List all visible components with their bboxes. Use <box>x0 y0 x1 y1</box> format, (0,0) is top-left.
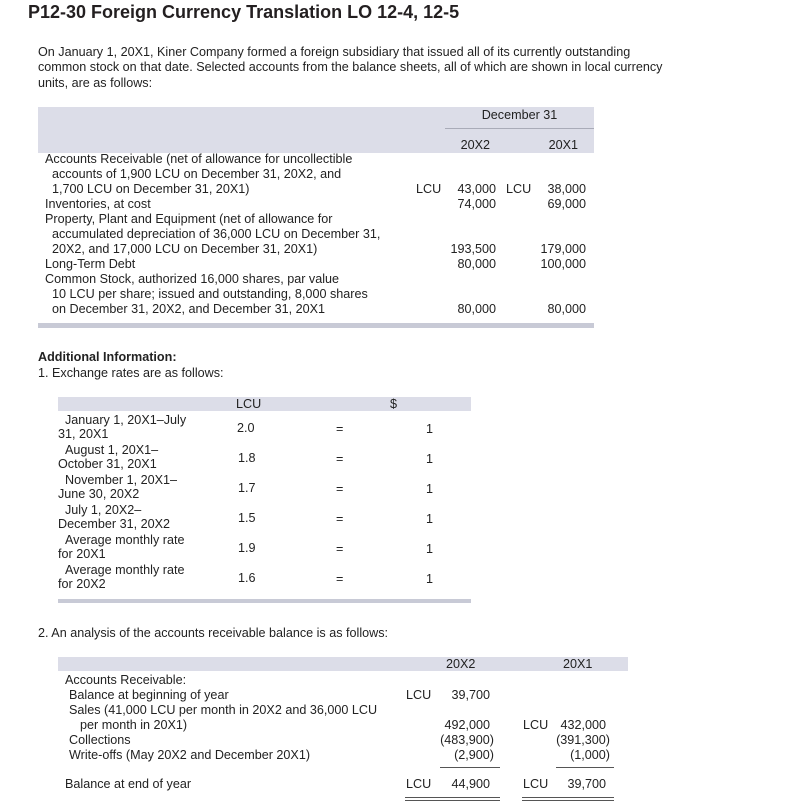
col-header-20x2: 20X2 <box>460 138 490 152</box>
row-label-line: Property, Plant and Equipment (net of allowance for <box>45 212 333 226</box>
rate-period-line: January 1, 20X1–July <box>65 413 187 427</box>
rate-equals: = <box>336 452 344 466</box>
rate-period-line: June 30, 20X2 <box>58 487 140 501</box>
rate-equals: = <box>336 542 344 556</box>
ar-col-header-20x2: 20X2 <box>446 657 476 671</box>
rate-equals: = <box>336 422 344 436</box>
rate-equals: = <box>336 572 344 586</box>
rate-lcu-value: 1.5 <box>238 511 256 525</box>
row-label-line: Common Stock, authorized 16,000 shares, par value <box>45 272 340 286</box>
ar-row-label: Sales (41,000 LCU per month in 20X2 and 36,000 LCU <box>69 703 378 717</box>
rate-col-usd: $ <box>390 397 398 411</box>
ar-value-20x2: 492,000 <box>444 718 490 732</box>
subtotal-rule <box>556 767 614 768</box>
currency-label: LCU <box>406 688 432 702</box>
additional-info-heading: Additional Information: <box>38 350 177 364</box>
header-rule <box>445 128 594 129</box>
value-20x1: 179,000 <box>540 242 586 256</box>
rate-usd-value: 1 <box>426 452 434 466</box>
currency-label: LCU <box>416 182 442 196</box>
value-20x2: 80,000 <box>457 302 496 316</box>
ar-row-label: Balance at beginning of year <box>69 688 229 702</box>
ar-col-header-20x1: 20X1 <box>563 657 593 671</box>
rate-period-line: November 1, 20X1– <box>65 473 178 487</box>
row-label-line: Inventories, at cost <box>45 197 151 211</box>
ar-row-label: Write-offs (May 20X2 and December 20X1) <box>69 748 311 762</box>
value-20x2: 80,000 <box>457 257 496 271</box>
page-title: P12-30 Foreign Currency Translation LO 12-4, 12-5 <box>28 2 460 22</box>
additional-item-2: 2. An analysis of the accounts receivable balance is as follows: <box>38 626 389 640</box>
total-double-rule <box>522 797 614 801</box>
ar-heading: Accounts Receivable: <box>65 673 187 687</box>
table-bottom-rule <box>38 323 594 328</box>
currency-label: LCU <box>406 777 432 791</box>
rate-lcu-value: 1.9 <box>238 541 256 555</box>
value-20x1: 80,000 <box>547 302 586 316</box>
rate-usd-value: 1 <box>426 512 434 526</box>
total-double-rule <box>405 797 500 801</box>
ar-row-label: Collections <box>69 733 131 747</box>
ar-value-20x1: 432,000 <box>560 718 606 732</box>
receivables-header-band <box>58 657 628 671</box>
subtotal-rule <box>440 767 500 768</box>
rate-lcu-value: 1.8 <box>238 451 256 465</box>
ar-value-20x1: 39,700 <box>567 777 606 791</box>
intro-paragraph: On January 1, 20X1, Kiner Company formed a foreign subsidiary that issued all of its currently outstanding common stock on that date. Selected accounts from the balance sheets, all of which are shown in local currency units, are as follows: <box>38 45 663 90</box>
rate-period-line: December 31, 20X2 <box>58 517 171 531</box>
value-20x1: 100,000 <box>540 257 586 271</box>
row-label-line: Long-Term Debt <box>45 257 136 271</box>
value-20x1: 69,000 <box>547 197 586 211</box>
rate-usd-value: 1 <box>426 482 434 496</box>
rate-period-line: Average monthly rate <box>65 533 185 547</box>
ar-value-20x2: (483,900) <box>440 733 494 747</box>
ar-value-20x1: (1,000) <box>570 748 610 762</box>
rate-usd-value: 1 <box>426 422 434 436</box>
value-20x2: 43,000 <box>457 182 496 196</box>
value-20x1: 38,000 <box>547 182 586 196</box>
currency-label: LCU <box>523 777 549 791</box>
value-20x2: 193,500 <box>450 242 496 256</box>
rate-period-line: July 1, 20X2– <box>65 503 142 517</box>
rate-period-line: for 20X1 <box>58 547 106 561</box>
rate-period-line: October 31, 20X1 <box>58 457 157 471</box>
currency-label: LCU <box>506 182 532 196</box>
rate-lcu-value: 1.7 <box>238 481 256 495</box>
rate-lcu-value: 2.0 <box>237 421 255 435</box>
rate-header-band <box>58 397 471 411</box>
rate-usd-value: 1 <box>426 572 434 586</box>
col-header-20x1: 20X1 <box>548 138 578 152</box>
row-label-line: 1,700 LCU on December 31, 20X1) <box>52 182 250 196</box>
row-label-line: on December 31, 20X2, and December 31, 20X1 <box>52 302 326 316</box>
rate-period-line: 31, 20X1 <box>58 427 109 441</box>
rate-period-line: August 1, 20X1– <box>65 443 159 457</box>
rate-period-line: Average monthly rate <box>65 563 185 577</box>
rate-lcu-value: 1.6 <box>238 571 256 585</box>
value-20x2: 74,000 <box>457 197 496 211</box>
ar-row-label: per month in 20X1) <box>80 718 188 732</box>
row-label-line: accounts of 1,900 LCU on December 31, 20X2, and <box>52 167 342 181</box>
row-label-line: 20X2, and 17,000 LCU on December 31, 20X1) <box>52 242 318 256</box>
currency-label: LCU <box>523 718 549 732</box>
row-label-line: 10 LCU per share; issued and outstanding, 8,000 shares <box>52 287 368 301</box>
rate-equals: = <box>336 512 344 526</box>
ar-row-label: Balance at end of year <box>65 777 192 791</box>
rate-bottom-rule <box>58 599 471 603</box>
row-label-line: accumulated depreciation of 36,000 LCU on December 31, <box>52 227 381 241</box>
rate-period-line: for 20X2 <box>58 577 106 591</box>
ar-value-20x1: (391,300) <box>556 733 610 747</box>
col-group-header: December 31 <box>481 108 558 122</box>
ar-value-20x2: 39,700 <box>451 688 490 702</box>
rate-col-lcu: LCU <box>236 397 262 411</box>
rate-usd-value: 1 <box>426 542 434 556</box>
ar-value-20x2: 44,900 <box>451 777 490 791</box>
ar-value-20x2: (2,900) <box>454 748 494 762</box>
rate-equals: = <box>336 482 344 496</box>
row-label-line: Accounts Receivable (net of allowance for uncollectible <box>45 152 353 166</box>
additional-item-1: 1. Exchange rates are as follows: <box>38 366 224 380</box>
